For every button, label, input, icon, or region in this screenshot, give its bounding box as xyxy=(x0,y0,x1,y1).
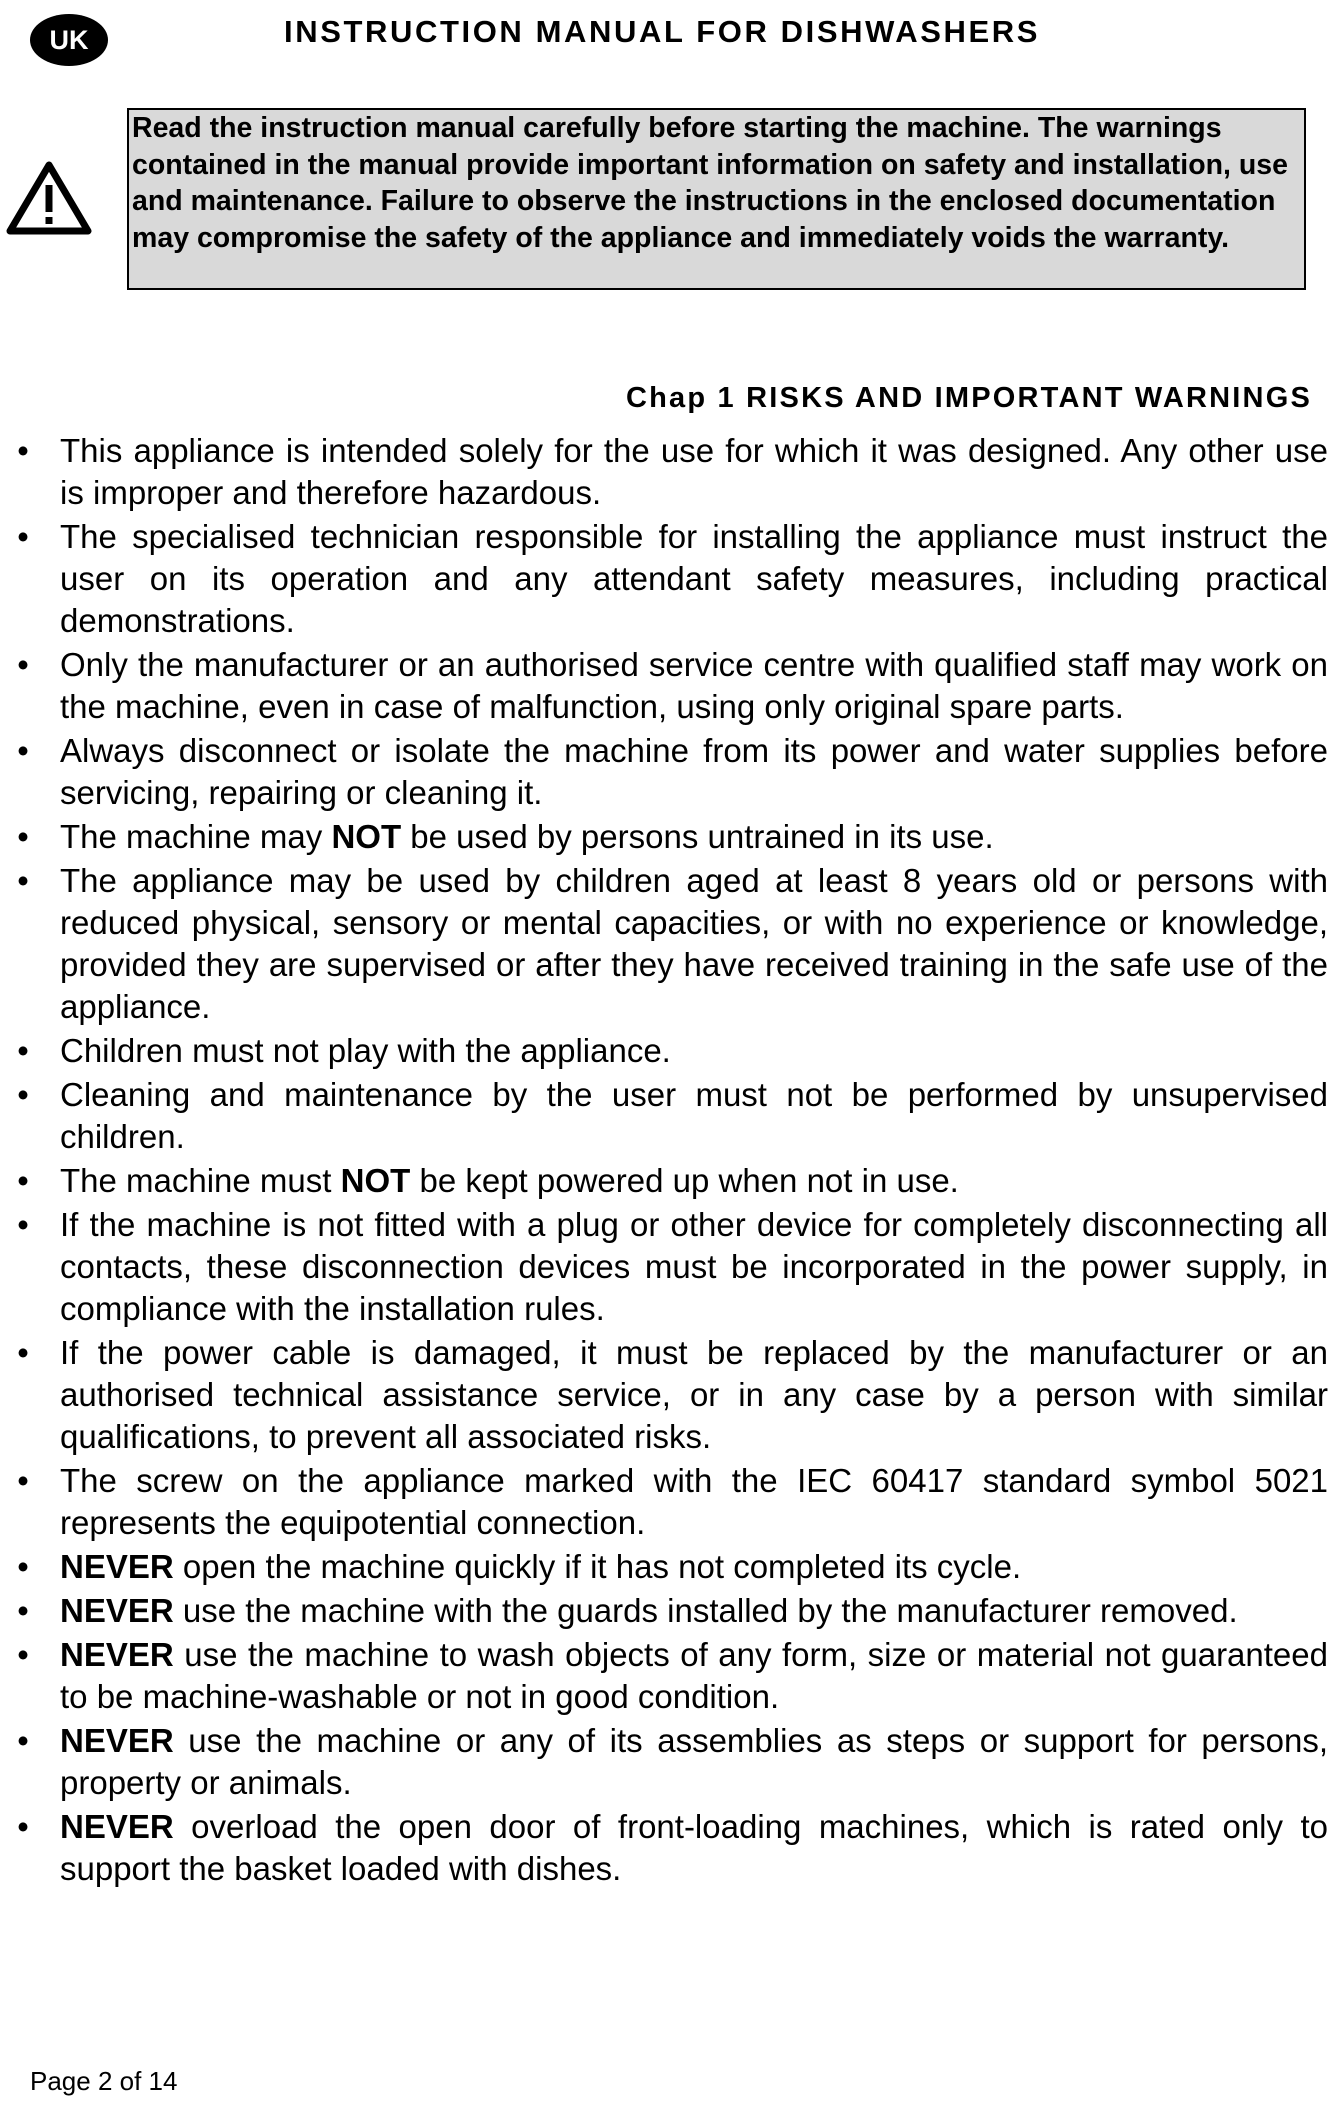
emphasis-text: NEVER xyxy=(60,1636,174,1673)
list-item-text: This appliance is intended solely for the use for which it was designed. Any other use is improper and therefore hazardous. xyxy=(60,432,1328,511)
warning-list-item xyxy=(0,730,1338,814)
list-item-text: be used by persons untrained in its use. xyxy=(401,818,994,855)
bullet-point: • xyxy=(17,818,29,855)
warning-list-item xyxy=(0,1204,1338,1330)
page-number: Page 2 of 14 xyxy=(30,2066,178,2096)
emphasis-text: NEVER xyxy=(60,1722,174,1759)
page-header xyxy=(0,0,1338,80)
warning-list-item xyxy=(0,816,1338,858)
bullet-point: • xyxy=(17,862,29,899)
bullet-point: • xyxy=(17,1636,29,1673)
safety-warning-box xyxy=(127,108,1306,290)
list-item-text: use the machine to wash objects of any form, size or material not guaranteed to be machine-washable or not in good condition. xyxy=(60,1636,1328,1715)
bullet-point: • xyxy=(17,518,29,555)
list-item-text: If the power cable is damaged, it must be replaced by the manufacturer or an authorised technical assistance service, or in any case by a person with similar qualifications, to prevent all associated risks. xyxy=(60,1334,1328,1455)
list-item-text: Cleaning and maintenance by the user must not be performed by unsupervised children. xyxy=(60,1076,1328,1155)
warning-list-item xyxy=(0,1074,1338,1158)
emphasis-text: NEVER xyxy=(60,1548,174,1585)
bullet-point: • xyxy=(17,1334,29,1371)
bullet-point: • xyxy=(17,1548,29,1585)
bullet-point: • xyxy=(17,646,29,683)
warning-list-item xyxy=(0,1030,1338,1072)
warning-list-item xyxy=(0,1160,1338,1202)
bullet-point: • xyxy=(17,432,29,469)
emphasis-text: NOT xyxy=(331,818,402,855)
list-item-text: The screw on the appliance marked with the IEC 60417 standard symbol 5021 represents the equipotential connection. xyxy=(60,1462,1328,1541)
bullet-point: • xyxy=(17,1032,29,1069)
warning-list-item xyxy=(0,1806,1338,1890)
warning-list-item xyxy=(0,430,1338,514)
list-item-text: overload the open door of front-loading machines, which is rated only to support the basket loaded with dishes. xyxy=(60,1808,1328,1887)
warning-list-item xyxy=(0,1590,1338,1632)
list-item-text: Always disconnect or isolate the machine from its power and water supplies before servicing, repairing or cleaning it. xyxy=(60,732,1328,811)
chapter-title: Chap 1 RISKS AND IMPORTANT WARNINGS xyxy=(625,382,1312,414)
list-item-text: Only the manufacturer or an authorised service centre with qualified staff may work on the machine, even in case of malfunction, using only original spare parts. xyxy=(60,646,1328,725)
bullet-point: • xyxy=(17,1592,29,1629)
emphasis-text: NOT xyxy=(340,1162,411,1199)
bullet-point: • xyxy=(17,1722,29,1759)
list-item-text: The machine may xyxy=(60,818,332,855)
list-item-text: The machine must xyxy=(60,1162,341,1199)
bullet-point: • xyxy=(17,1462,29,1499)
warning-list-item xyxy=(0,1634,1338,1718)
warnings-list xyxy=(0,430,1338,1892)
warning-list-item xyxy=(0,860,1338,1028)
warning-list-item xyxy=(0,644,1338,728)
list-item-text: use the machine with the guards installed by the manufacturer removed. xyxy=(173,1592,1238,1629)
list-item-text: be kept powered up when not in use. xyxy=(410,1162,959,1199)
list-item-text: open the machine quickly if it has not completed its cycle. xyxy=(173,1548,1022,1585)
warning-triangle-icon xyxy=(6,160,92,236)
warning-list-item xyxy=(0,1546,1338,1588)
emphasis-text: NEVER xyxy=(60,1592,174,1629)
list-item-text: If the machine is not fitted with a plug or other device for completely disconnecting all contacts, these disconnection devices must be incorporated in the power supply, in compliance with the installation rules. xyxy=(60,1206,1328,1327)
emphasis-text: NEVER xyxy=(60,1808,174,1845)
document-title: INSTRUCTION MANUAL FOR DISHWASHERS xyxy=(284,14,1041,49)
bullet-point: • xyxy=(17,732,29,769)
bullet-point: • xyxy=(17,1808,29,1845)
list-item-text: use the machine or any of its assemblies as steps or support for persons, property or animals. xyxy=(60,1722,1328,1801)
bullet-point: • xyxy=(17,1076,29,1113)
list-item-text: The specialised technician responsible for installing the appliance must instruct the user on its operation and any attendant safety measures, including practical demonstrations. xyxy=(60,518,1328,639)
warning-list-item xyxy=(0,1720,1338,1804)
bullet-point: • xyxy=(17,1206,29,1243)
warning-list-item xyxy=(0,1332,1338,1458)
warning-list-item xyxy=(0,1460,1338,1544)
safety-warning-text: Read the instruction manual carefully before starting the machine. The warnings contained in the manual provide important information on safety and installation, use and maintenance. Failure to observe the instructions in the enclosed documentation may compromise the safety of the appliance and immediately voids the warranty. xyxy=(132,112,1288,254)
uk-badge: UK xyxy=(30,14,108,66)
bullet-point: • xyxy=(17,1162,29,1199)
list-item-text: Children must not play with the appliance. xyxy=(60,1032,671,1069)
list-item-text: The appliance may be used by children aged at least 8 years old or persons with reduced physical, sensory or mental capacities, or with no experience or knowledge, provided they are supervised or after they have received training in the safe use of the appliance. xyxy=(60,862,1328,1025)
warning-list-item xyxy=(0,516,1338,642)
